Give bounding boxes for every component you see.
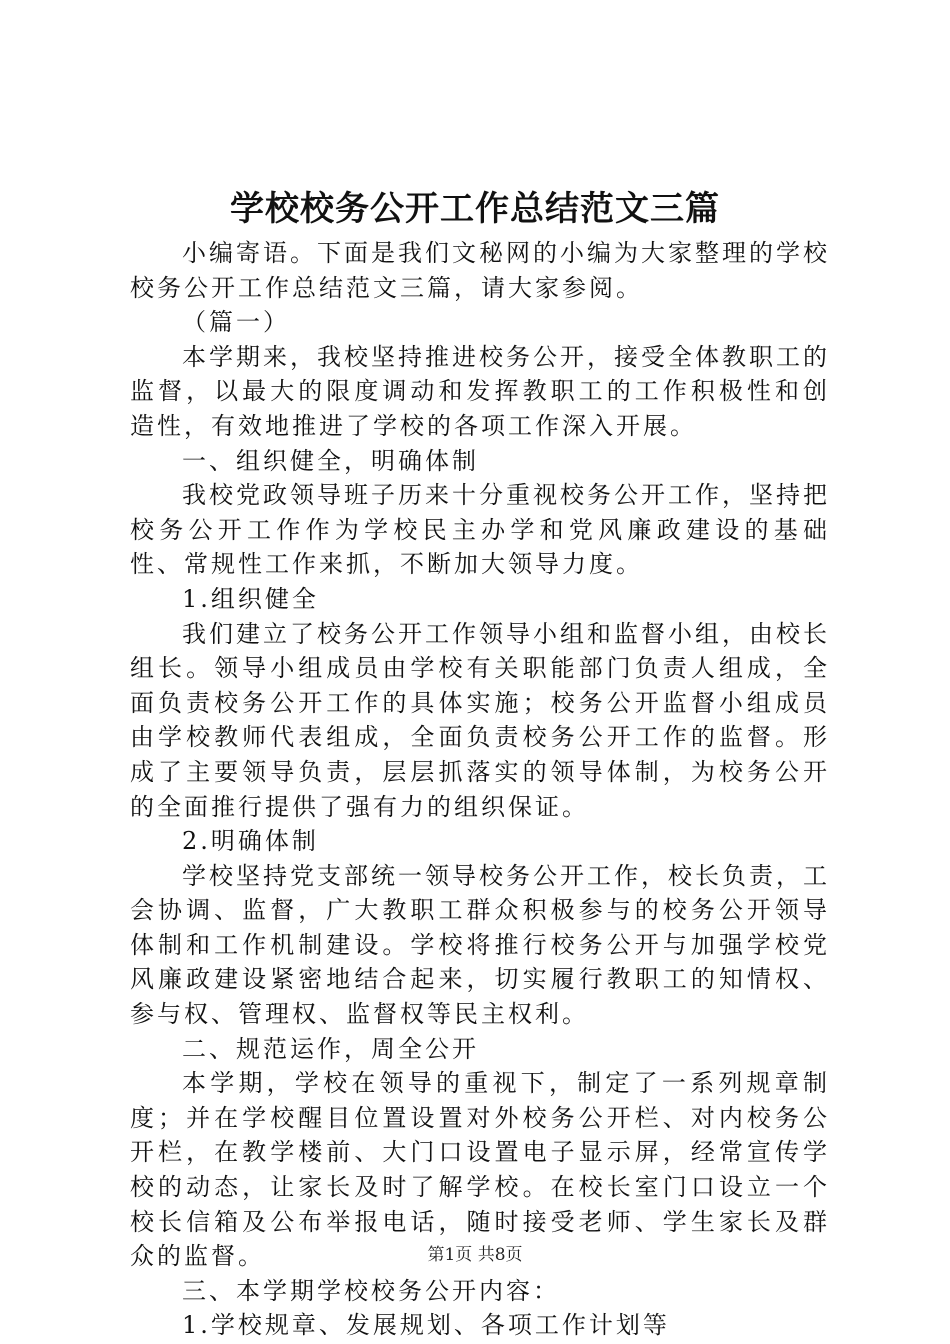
section-2-paragraph: 本学期，学校在领导的重视下，制定了一系列规章制度；并在学校醒目位置设置对外校务公开栏、对内校务公开栏，在教学楼前、大门口设置电子显示屏，经常宣传学校的动态，让家长及时了解学校。在校长室门口设立一个校长信箱及公布举报电话，随时接受老师、学生家长及群众的监督。 xyxy=(130,1069,830,1271)
subsection-heading-1-1: 1.组织健全 xyxy=(182,584,319,613)
document-title: 学校校务公开工作总结范文三篇 xyxy=(230,189,720,229)
section-heading-3: 三、本学期学校校务公开内容： xyxy=(182,1276,560,1305)
section-heading-1: 一、组织健全，明确体制 xyxy=(182,446,479,475)
page-footer: 第1页 共8页 xyxy=(427,1245,523,1265)
subsection-1-2-paragraph: 学校坚持党支部统一领导校务公开工作，校长负责，工会协调、监督，广大教职工群众积极参与的校务公开领导体制和工作机制建设。学校将推行校务公开与加强学校党风廉政建设紧密地结合起来，切实履行教职工的知情权、参与权、管理权、监督权等民主权利。 xyxy=(130,861,830,1029)
document-body xyxy=(130,236,830,1343)
overview-paragraph: 本学期来，我校坚持推进校务公开，接受全体教职工的监督，以最大的限度调动和发挥教职工的工作积极性和创造性，有效地推进了学校的各项工作深入开展。 xyxy=(130,342,830,440)
subsection-heading-1-2: 2.明确体制 xyxy=(182,827,319,856)
intro-paragraph: 小编寄语。下面是我们文秘网的小编为大家整理的学校校务公开工作总结范文三篇，请大家参阅。 xyxy=(130,239,830,302)
section-1-paragraph: 我校党政领导班子历来十分重视校务公开工作，坚持把校务公开工作作为学校民主办学和党风廉政建设的基础性、常规性工作来抓，不断加大领导力度。 xyxy=(130,481,830,579)
subsection-1-1-paragraph: 我们建立了校务公开工作领导小组和监督小组，由校长组长。领导小组成员由学校有关职能部门负责人组成，全面负责校务公开工作的具体实施；校务公开监督小组成员由学校教师代表组成，全面负责校务公开工作的监督。形成了主要领导负责，层层抓落实的领导体制，为校务公开的全面推行提供了强有力的组织保证。 xyxy=(130,619,830,821)
part-one-heading: （篇一） xyxy=(182,308,290,337)
section-heading-2: 二、规范运作，周全公开 xyxy=(182,1034,479,1063)
section-3-item-1: 1.学校规章、发展规划、各项工作计划等 xyxy=(182,1311,670,1340)
